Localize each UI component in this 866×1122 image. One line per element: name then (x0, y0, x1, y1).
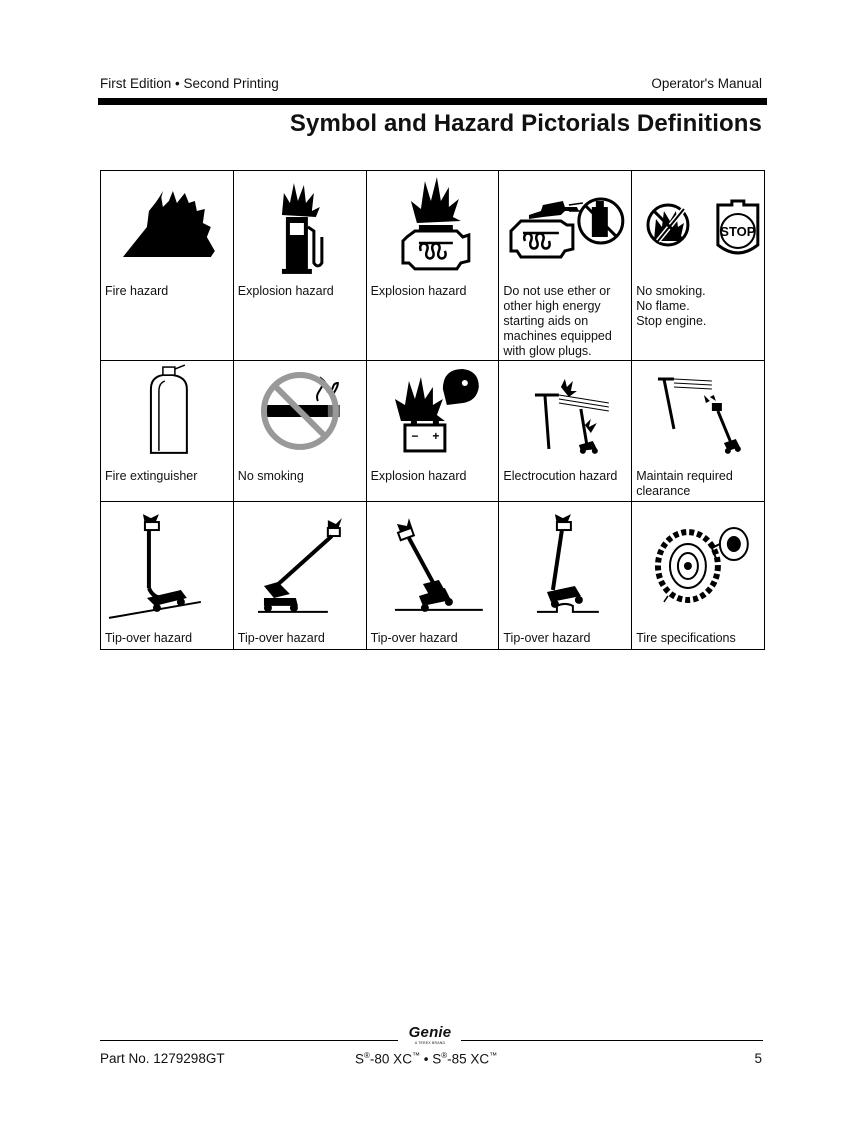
cell-caption: Fire hazard (105, 284, 169, 298)
pictorials-table (100, 170, 765, 650)
cell-caption: Explosion hazard (237, 284, 334, 298)
table-row (101, 171, 765, 361)
page-number: 5 (754, 1051, 762, 1066)
table-cell (233, 361, 366, 502)
table-cell (101, 502, 234, 650)
header-rule (98, 98, 767, 105)
footer-rule-left (100, 1040, 398, 1041)
cell-caption: Do not use ether or other high energy starting aids on machines equipped with glow plugs. (503, 284, 612, 358)
cell-caption: Fire extinguisher (105, 469, 198, 483)
cell-caption: No smoking. No flame. Stop engine. (636, 284, 707, 328)
table-cell (499, 171, 632, 361)
model-b: -85 XC (447, 1051, 490, 1067)
stop-sign-text: STOP (720, 223, 756, 239)
part-number: Part No. 1279298GT (100, 1051, 225, 1066)
trademark-mark: ™ (489, 1051, 498, 1060)
table-row (101, 502, 765, 650)
table-cell (233, 502, 366, 650)
engine-explosion-icon (367, 171, 499, 279)
cell-caption: Tip-over hazard (237, 631, 325, 645)
logo-subtitle: A TEREX BRAND (414, 1041, 446, 1045)
registered-mark: ® (441, 1051, 448, 1060)
battery-minus-label: − (411, 428, 419, 443)
table-cell (366, 361, 499, 502)
cell-caption: Maintain required clearance (636, 469, 733, 498)
model-a: -80 XC (369, 1051, 412, 1067)
table-cell (101, 171, 234, 361)
genie-logo (405, 1025, 455, 1045)
cell-caption: Electrocution hazard (503, 469, 618, 483)
tip-over-tilted-icon (367, 502, 499, 622)
table-cell (499, 361, 632, 502)
no-smoking-no-flame-stop-engine-icon (632, 171, 764, 279)
table-cell (101, 361, 234, 502)
manual-label: Operator's Manual (651, 76, 762, 91)
edition-label: First Edition • Second Printing (100, 76, 279, 91)
tip-over-slope-icon (101, 502, 233, 622)
model-names (355, 1051, 497, 1067)
tip-over-hole-icon (499, 502, 631, 622)
no-smoking-icon (234, 361, 366, 457)
table-cell (632, 361, 765, 502)
battery-explosion-icon (367, 361, 499, 457)
fire-icon (101, 171, 233, 279)
cell-caption: Tire specifications (636, 631, 736, 645)
registered-mark: ® (364, 1051, 370, 1060)
battery-plus-label: + (431, 428, 439, 443)
model-prefix: S (432, 1051, 442, 1067)
cell-caption: Tip-over hazard (503, 631, 591, 645)
cell-caption: Tip-over hazard (370, 631, 458, 645)
table-cell (632, 502, 765, 650)
cell-caption: Tip-over hazard (105, 631, 193, 645)
fuel-pump-explosion-icon (234, 171, 366, 279)
table-cell (233, 171, 366, 361)
tip-over-extended-icon (234, 502, 366, 622)
table-cell (366, 502, 499, 650)
tire-icon (632, 502, 764, 622)
fire-extinguisher-icon (101, 361, 233, 457)
cell-caption: No smoking (237, 469, 304, 483)
electrocution-icon (499, 361, 631, 457)
table-cell (499, 502, 632, 650)
cell-caption: Explosion hazard (370, 284, 467, 298)
no-ether-icon (499, 171, 631, 279)
trademark-mark: ™ (411, 1051, 420, 1060)
page-title: Symbol and Hazard Pictorials Definitions (289, 110, 762, 137)
table-cell (366, 171, 499, 361)
footer-rule-right (461, 1040, 763, 1041)
table-row (101, 361, 765, 502)
table-cell (632, 171, 765, 361)
model-separator: • (419, 1051, 433, 1067)
cell-caption: Explosion hazard (370, 469, 467, 483)
clearance-icon (632, 361, 764, 457)
logo-word: Genie (408, 1024, 452, 1041)
model-prefix: S (355, 1051, 365, 1067)
